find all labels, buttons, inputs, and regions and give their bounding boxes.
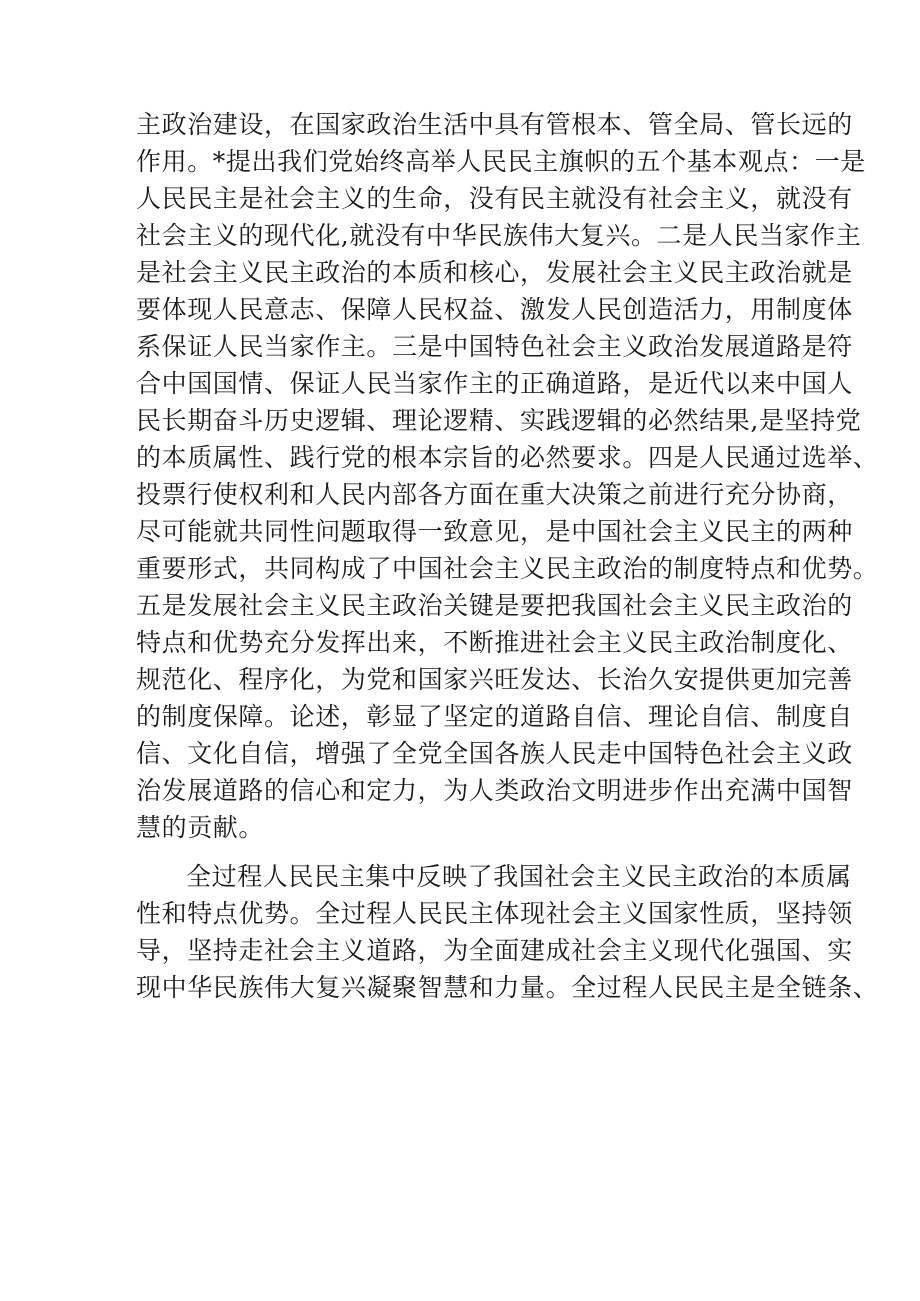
text-line: 治发展道路的信心和定力，为人类政治文明进步作出充满中国智 (136, 776, 853, 805)
text-line: 作用。*提出我们党始终高举人民民主旗帜的五个基本观点：一是 (136, 147, 866, 176)
text-line: 慧的贡献。 (136, 813, 265, 842)
text-line: 现中华民族伟大复兴凝聚智慧和力量。全过程人民民主是全链条、 (136, 973, 879, 1002)
text-line: 信、文化自信，增强了全党全国各族人民走中国特色社会主义政 (136, 739, 853, 768)
text-line: 是社会主义民主政治的本质和核心，发展社会主义民主政治就是 (136, 258, 853, 287)
document-body (136, 106, 879, 1006)
text-line: 性和特点优势。全过程人民民主体现社会主义国家性质，坚持领 (136, 899, 853, 928)
text-line: 的本质属性、践行党的根本宗旨的必然要求。四是人民通过选举、 (136, 443, 879, 472)
text-line: 合中国国情、保证人民当家作主的正确道路，是近代以来中国人 (136, 369, 853, 398)
paragraph-2 (136, 858, 879, 1006)
text-line: 主政治建设，在国家政治生活中具有管根本、管全局、管长远的 (136, 110, 853, 139)
text-line: 导，坚持走社会主义道路，为全面建成社会主义现代化强国、实 (136, 936, 853, 965)
text-line: 规范化、程序化，为党和国家兴旺发达、长治久安提供更加完善 (136, 665, 853, 694)
text-line: 要体现人民意志、保障人民权益、激发人民创造活力，用制度体 (136, 295, 853, 324)
text-line: 五是发展社会主义民主政治关键是要把我国社会主义民主政治的 (136, 591, 853, 620)
text-line: 尽可能就共同性问题取得一致意见，是中国社会主义民主的两种 (136, 517, 853, 546)
text-line: 的制度保障。论述，彰显了坚定的道路自信、理论自信、制度自 (136, 702, 853, 731)
text-line: 民长期奋斗历史逻辑、理论逻精、实践逻辑的必然结果,是坚持党 (136, 406, 862, 435)
text-line: 投票行使权利和人民内部各方面在重大决策之前进行充分协商， (136, 480, 853, 509)
paragraph-gap (136, 846, 816, 858)
text-line: 重要形式，共同构成了中国社会主义民主政治的制度特点和优势。 (136, 554, 879, 583)
text-line: 全过程人民民主集中反映了我国社会主义民主政治的本质属 (186, 862, 852, 891)
text-line: 社会主义的现代化,就没有中华民族伟大复兴。二是人民当家作主 (136, 221, 862, 250)
text-line: 系保证人民当家作主。三是中国特色社会主义政治发展道路是符 (136, 332, 853, 361)
paragraph-1 (136, 106, 879, 846)
text-line: 特点和优势充分发挥出来，不断推进社会主义民主政治制度化、 (136, 628, 853, 657)
text-line: 人民民主是社会主义的生命，没有民主就没有社会主义，就没有 (136, 184, 853, 213)
